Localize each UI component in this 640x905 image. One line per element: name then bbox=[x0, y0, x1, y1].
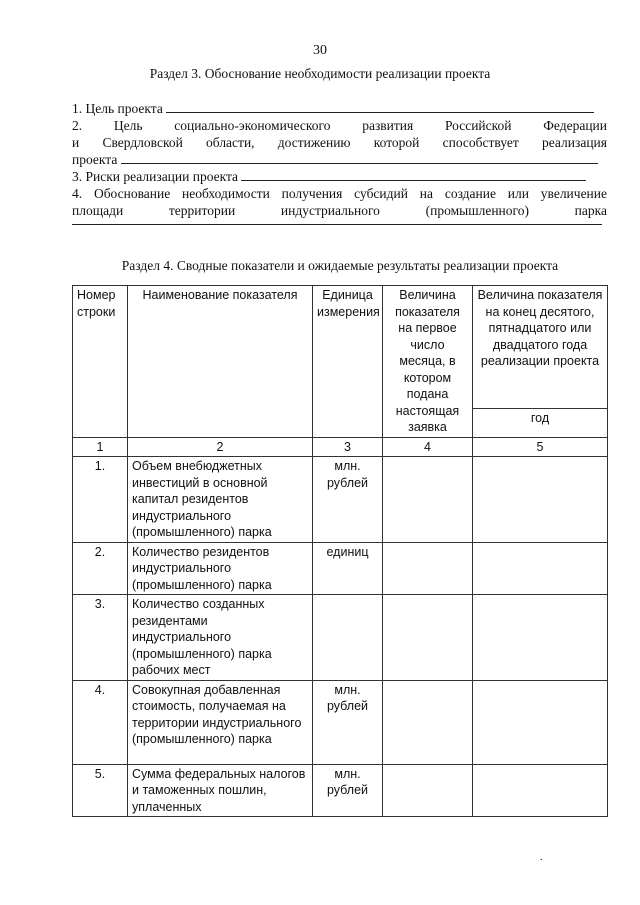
row-number: 2. bbox=[73, 542, 128, 595]
row-number: 4. bbox=[73, 680, 128, 764]
item1-fill-line bbox=[166, 100, 594, 113]
header-value-end-year: Величина показателя на конец десятого, пятнадцатого или двадцатого года реализации проекта bbox=[473, 286, 608, 409]
page-mark: . bbox=[540, 852, 543, 863]
item2-fill-line bbox=[121, 151, 598, 164]
row-indicator-name: Сумма федеральных налогов и таможенных пошлин, уплаченных bbox=[128, 764, 313, 817]
section3-item1 bbox=[72, 100, 607, 118]
section3-item2-line1: 2. Цель социально-экономического развития Российской Федерации bbox=[72, 118, 607, 133]
table-row bbox=[73, 457, 608, 543]
row-unit: единиц bbox=[313, 542, 383, 595]
header-year: год bbox=[473, 409, 608, 438]
col-number: 2 bbox=[128, 437, 313, 457]
section3-item4-line1: 4. Обоснование необходимости получения субсидий на создание или увеличение bbox=[72, 186, 607, 201]
table-header-row bbox=[73, 286, 608, 409]
section3-item4-line2: площади территории индустриального (промышленного) парка bbox=[72, 203, 607, 218]
row-value-cell[interactable] bbox=[473, 764, 608, 817]
row-number: 1. bbox=[73, 457, 128, 543]
col-number: 4 bbox=[383, 437, 473, 457]
row-value-cell[interactable] bbox=[473, 542, 608, 595]
row-unit bbox=[313, 595, 383, 681]
section3-item2-line3 bbox=[72, 151, 607, 169]
section3-item3 bbox=[72, 168, 607, 186]
row-number: 3. bbox=[73, 595, 128, 681]
header-row-number: Номер строки bbox=[73, 286, 128, 438]
item3-fill-line bbox=[241, 168, 586, 181]
header-unit: Единица измерения bbox=[313, 286, 383, 438]
section3-title: Раздел 3. Обоснование необходимости реализации проекта bbox=[149, 66, 491, 81]
row-value-cell[interactable] bbox=[473, 457, 608, 543]
table-row bbox=[73, 595, 608, 681]
header-value-first-day: Величина показателя на первое число месяца, в котором подана настоящая заявка bbox=[383, 286, 473, 438]
row-value-cell[interactable] bbox=[383, 542, 473, 595]
table-row bbox=[73, 680, 608, 764]
row-value-cell[interactable] bbox=[383, 680, 473, 764]
row-value-cell[interactable] bbox=[383, 457, 473, 543]
results-table bbox=[72, 285, 608, 817]
row-value-cell[interactable] bbox=[473, 595, 608, 681]
row-unit: млн. рублей bbox=[313, 764, 383, 817]
row-value-cell[interactable] bbox=[473, 680, 608, 764]
section4-title: Раздел 4. Сводные показатели и ожидаемые результаты реализации проекта bbox=[121, 258, 559, 273]
row-number: 5. bbox=[73, 764, 128, 817]
header-indicator-name: Наименование показателя bbox=[128, 286, 313, 438]
row-value-cell[interactable] bbox=[383, 764, 473, 817]
col-number: 3 bbox=[313, 437, 383, 457]
col-number: 1 bbox=[73, 437, 128, 457]
col-number: 5 bbox=[473, 437, 608, 457]
item1-label: 1. Цель проекта bbox=[72, 101, 163, 116]
row-unit: млн. рублей bbox=[313, 457, 383, 543]
row-value-cell[interactable] bbox=[383, 595, 473, 681]
row-indicator-name: Совокупная добавленная стоимость, получаемая на территории индустриального (промышленного) парка bbox=[128, 680, 313, 764]
section3-item2-line2: и Свердловской области, достижению которой способствует реализация bbox=[72, 135, 607, 150]
table-row bbox=[73, 764, 608, 817]
item3-label: 3. Риски реализации проекта bbox=[72, 169, 239, 184]
row-indicator-name: Количество созданных резидентами индустриального (промышленного) парка рабочих мест bbox=[128, 595, 313, 681]
page-number: 30 bbox=[313, 43, 327, 58]
table-row bbox=[73, 542, 608, 595]
item2-line3-label: проекта bbox=[72, 152, 118, 167]
row-indicator-name: Объем внебюджетных инвестиций в основной капитал резидентов индустриального (промышленного) парка bbox=[128, 457, 313, 543]
row-unit: млн. рублей bbox=[313, 680, 383, 764]
column-numbers-row bbox=[73, 437, 608, 457]
row-indicator-name: Количество резидентов индустриального (промышленного) парка bbox=[128, 542, 313, 595]
item4-fill-line bbox=[72, 224, 602, 225]
